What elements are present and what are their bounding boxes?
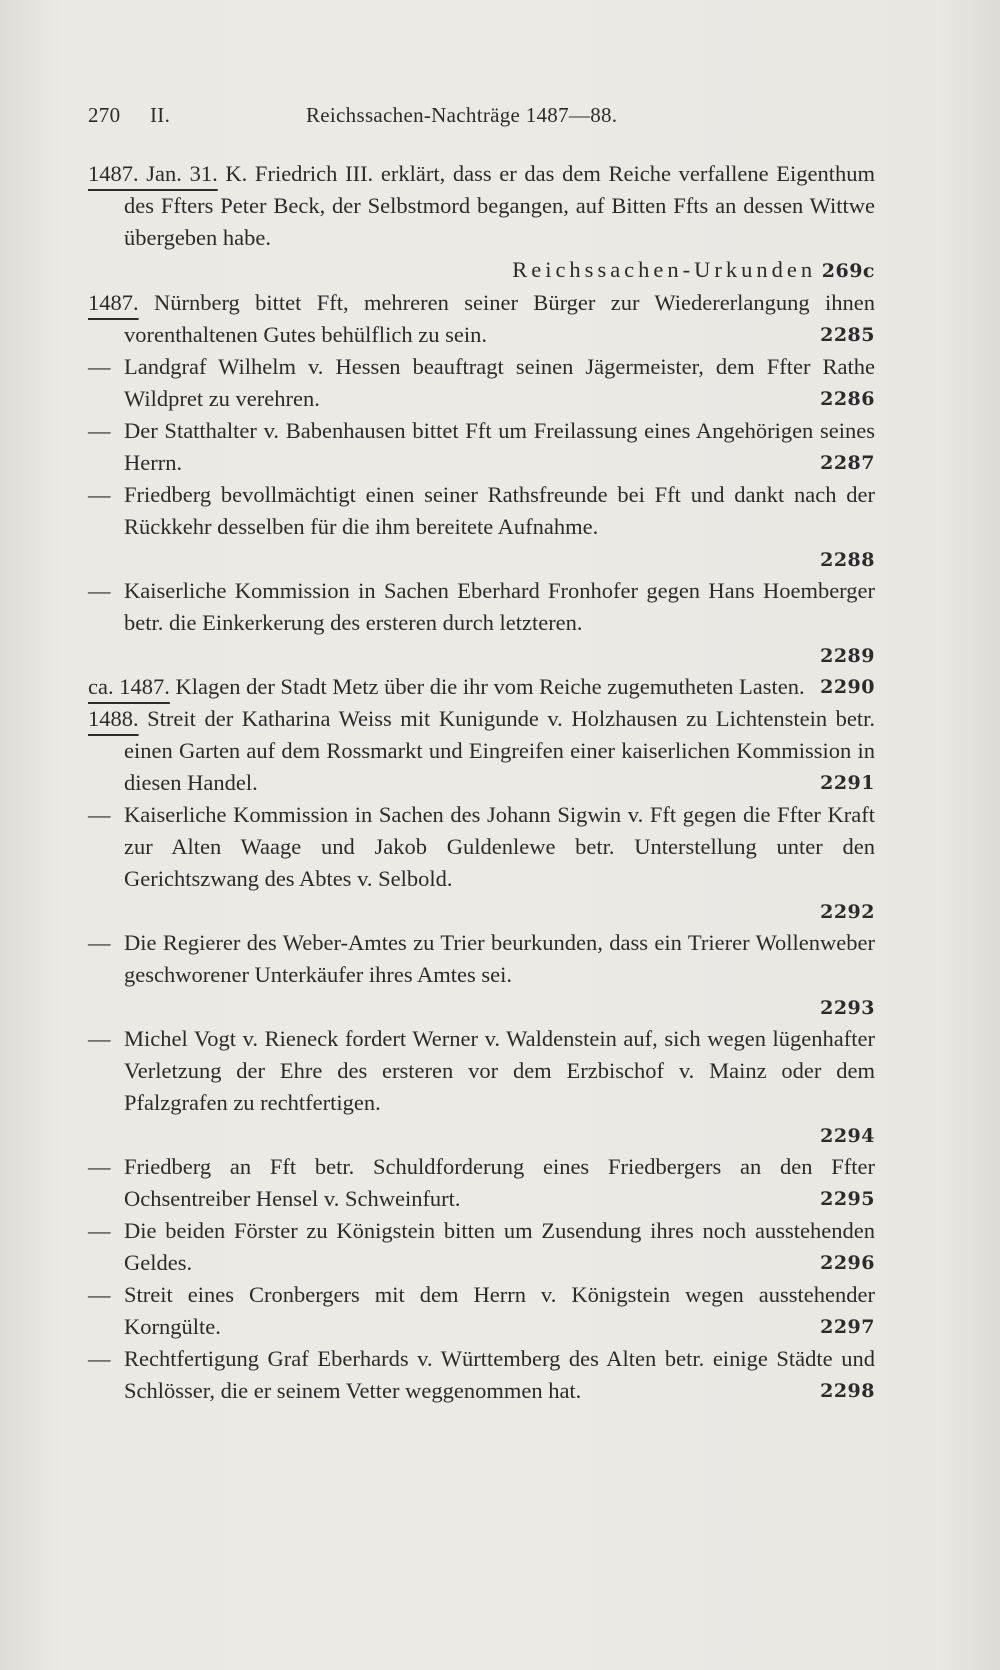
dash-marker: — [88,1218,111,1243]
entry-number: 2295 [820,1188,875,1210]
entry-text: Michel Vogt v. Rieneck fordert Werner v. Waldenstein auf, sich wegen lügenhafter Verletzung der Ehre des ersteren vor dem Erzbischof v. Mainz oder dem Pfalzgrafen zu rechtfertigen. [124,1026,875,1115]
page-number: 270 [88,103,121,127]
list-item [88,1151,875,1215]
entry-number: 2298 [820,1380,875,1402]
section-label: II. [150,103,171,127]
list-item [88,1023,875,1151]
entry-number: 2290 [820,676,875,698]
entry-text: Klagen der Stadt Metz über die ihr vom Reiche zugemutheten Lasten. [169,674,805,699]
entry-number: 2286 [820,388,875,410]
list-item [88,415,875,479]
list-item [88,703,875,799]
dash-marker: — [88,1026,111,1051]
list-item [88,1279,875,1343]
dash-marker: — [88,1282,111,1307]
entry-number: 2293 [820,997,875,1019]
list-item [88,351,875,415]
entry-date: 1487. Jan. 31. [88,161,218,186]
list-item [88,799,875,927]
entry-text: Landgraf Wilhelm v. Hessen beauftragt seinen Jägermeister, dem Ffter Rathe Wildpret zu verehren. [124,354,875,411]
entry-number: 2294 [820,1125,875,1147]
entry-text: Streit eines Cronbergers mit dem Herrn v. Königstein wegen ausstehender Korngülte. [124,1282,875,1339]
dash-marker: — [88,1154,111,1179]
entry-date: ca. 1487. [88,674,170,699]
entry-number: 2289 [820,645,875,667]
reference-label: Reichssachen-Urkunden [512,257,817,282]
entry-text: Streit der Katharina Weiss mit Kunigunde v. Holzhausen zu Lichtenstein betr. einen Garten auf dem Rossmarkt und Eingreifen einer kaiserlichen Kommission in diesen Handel. [124,706,875,795]
entry-reference [124,254,875,287]
entry-date: 1487. [88,290,139,315]
entry-number: 2288 [820,549,875,571]
entry-text: Kaiserliche Kommission in Sachen Eberhard Fronhofer gegen Hans Hoemberger betr. die Einkerkerung des ersteren durch letzteren. [124,578,875,635]
entry-text: Der Statthalter v. Babenhausen bittet Fft um Freilassung eines Angehörigen seines Herrn. [124,418,875,475]
list-item [88,287,875,351]
dash-marker: — [88,930,111,955]
list-item [88,575,875,671]
header-title: Reichssachen-Nachträge 1487—88. [306,103,618,127]
entry-text: Friedberg an Fft betr. Schuldforderung eines Friedbergers an den Ffter Ochsentreiber Hensel v. Schweinfurt. [124,1154,875,1211]
entry-text: Kaiserliche Kommission in Sachen des Johann Sigwin v. Fft gegen die Ffter Kraft zur Alten Waage und Jakob Guldenlewe betr. Unterstellung unter den Gerichtszwang des Abtes v. Selbold. [124,802,875,891]
dash-marker: — [88,578,111,603]
list-item [88,479,875,575]
list-item [88,1215,875,1279]
dash-marker: — [88,482,111,507]
entry-list [88,158,875,1407]
list-item [88,158,875,287]
entry-text: Rechtfertigung Graf Eberhards v. Württemberg des Alten betr. einige Städte und Schlösser, die er seinem Vetter weggenommen hat. [124,1346,875,1403]
entry-text: Die beiden Förster zu Königstein bitten um Zusendung ihres noch ausstehenden Geldes. [124,1218,875,1275]
entry-text: K. Friedrich III. erklärt, dass er das dem Reiche verfallene Eigenthum des Ffters Peter Beck, der Selbstmord begangen, auf Bitten Ffts an dessen Wittwe übergeben habe. [124,161,875,250]
list-item [88,1343,875,1407]
entry-number: 2291 [820,772,875,794]
dash-marker: — [88,802,111,827]
list-item [88,671,875,703]
entry-text: Nürnberg bittet Fft, mehreren seiner Bürger zur Wiedererlangung ihnen vorenthaltenen Gutes behülflich zu sein. [124,290,875,347]
dash-marker: — [88,1346,111,1371]
entry-number: 269c [821,260,875,282]
entry-number: 2287 [820,452,875,474]
entry-text: Friedberg bevollmächtigt einen seiner Rathsfreunde bei Fft und dankt nach der Rückkehr desselben für die ihm bereitete Aufnahme. [124,482,875,539]
entry-number: 2297 [820,1316,875,1338]
dash-marker: — [88,354,111,379]
list-item [88,927,875,1023]
entry-text: Die Regierer des Weber-Amtes zu Trier beurkunden, dass ein Trierer Wollenweber geschworener Unterkäufer ihres Amtes sei. [124,930,875,987]
entry-number: 2292 [820,901,875,923]
entry-number: 2285 [820,324,875,346]
dash-marker: — [88,418,111,443]
entry-number: 2296 [820,1252,875,1274]
entry-date: 1488. [88,706,139,731]
